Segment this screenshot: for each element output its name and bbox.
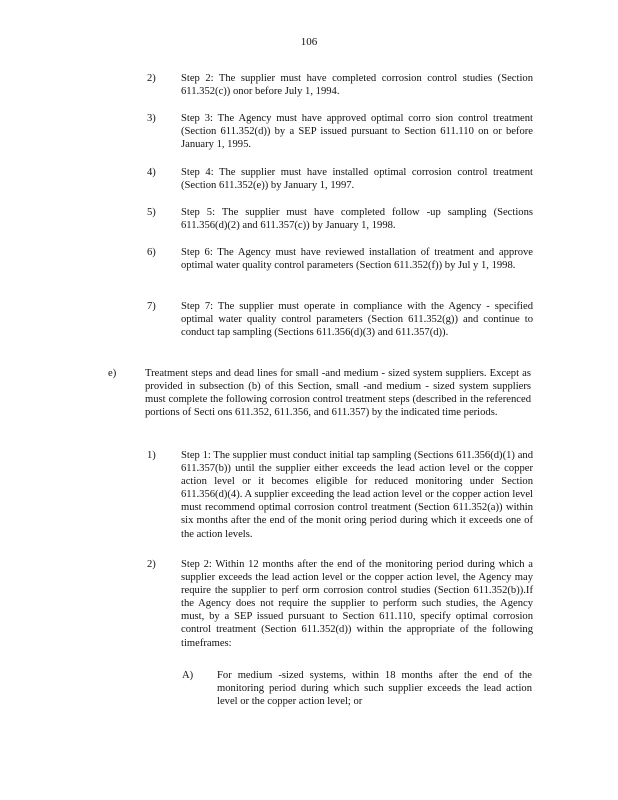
item-text: Step 6: The Agency must have reviewed installation of treatment and approve optimal water quality control parameters (Section 611.352(f)) by Jul y 1, 1998. bbox=[181, 247, 533, 272]
item-label: 3) bbox=[147, 113, 156, 124]
item-label: e) bbox=[108, 368, 117, 379]
item-text: Step 1: The supplier must conduct initial tap sampling (Sections 611.356(d)(1) and 611.357(b)) until the supplier either exceeds the lead action level or the copper action level or it becomes eligible for reduced monitoring under Section 611.356(d)(4). A supplier exceeding the lead action level or the copper action level must recommend optimal corrosion control treatment (Section 611.352(a)) within six months after the end of the monit oring period during which it exceeds one of the action levels. bbox=[181, 450, 533, 540]
item-label: 4) bbox=[147, 167, 156, 178]
item-label: 1) bbox=[147, 450, 156, 461]
item-label: A) bbox=[182, 670, 194, 681]
item-label: 7) bbox=[147, 301, 156, 312]
item-text: Step 2: The supplier must have completed corrosion control studies (Section 611.352(c)) onor before July 1, 1994. bbox=[181, 73, 533, 98]
item-text: Step 4: The supplier must have installed optimal corrosion control treatment (Section 611.352(e)) by January 1, 1997. bbox=[181, 167, 533, 192]
item-label: 2) bbox=[147, 559, 156, 570]
item-text: Step 7: The supplier must operate in compliance with the Agency - specified optimal water quality control parameters (Section 611.352(g)) and continue to conduct tap sampling (Sections 611.356(d)(3) and 611.357(d)). bbox=[181, 301, 533, 339]
item-label: 5) bbox=[147, 207, 156, 218]
item-label: 2) bbox=[147, 73, 156, 84]
item-text: Step 3: The Agency must have approved optimal corro sion control treatment (Section 611.352(d)) by a SEP issued pursuant to Section 611.110 on or before January 1, 1995. bbox=[181, 113, 533, 151]
item-label: 6) bbox=[147, 247, 156, 258]
item-text: Step 5: The supplier must have completed follow -up sampling (Sections 611.356(d)(2) and 611.357(c)) by January 1, 1998. bbox=[181, 207, 533, 232]
item-text: Step 2: Within 12 months after the end of the monitoring period during which a supplier exceeds the lead action level or the copper action level, the Agency may require the supplier to perf orm corrosion control studies (Section 611.352(b)).If the Agency does not require the supplier to perform such studies, the Agency must, by a SEP issued pursuant to Section 611.110, specify optimal corrosion control treatment (Section 611.352(d)) within the appropriate of the following timeframes: bbox=[181, 559, 533, 649]
page-number: 106 bbox=[300, 36, 318, 48]
item-text: Treatment steps and dead lines for small -and medium - sized system suppliers. Except as provided in subsection (b) of this Section, small -and medium - sized system suppliers must complete the following corrosion control treatment steps (described in the referenced portions of Secti ons 611.352, 611.356, and 611.357) by the indicated time periods. bbox=[145, 368, 531, 419]
item-text: For medium -sized systems, within 18 months after the end of the monitoring period during which such supplier exceeds the lead action level or the copper action level; or bbox=[217, 670, 532, 708]
